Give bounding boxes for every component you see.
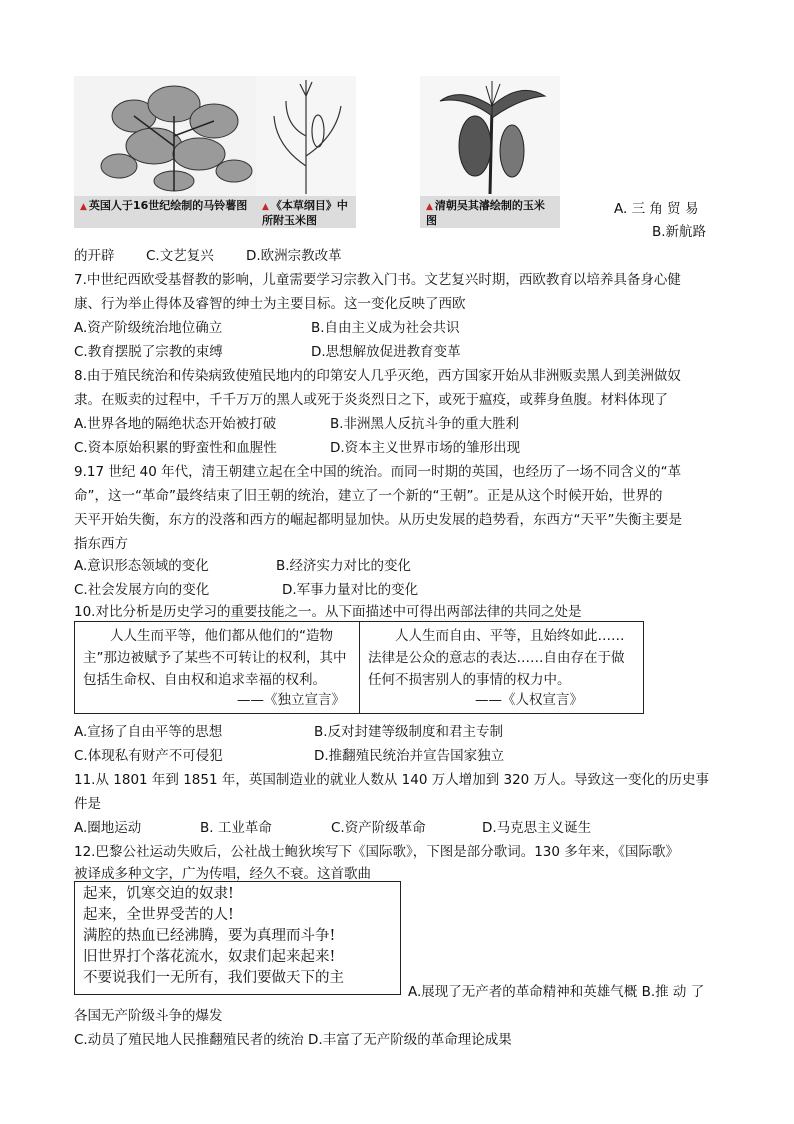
- lyric-line: 满腔的热血已经沸腾，要为真理而斗争!: [83, 928, 336, 944]
- q10-option-a: A.宣扬了自由平等的思想: [74, 724, 223, 740]
- q10-stem: 10.对比分析是历史学习的重要技能之一。从下面描述中可得出两部法律的共同之处是: [74, 604, 582, 620]
- q11-stem-line1: 11.从 1801 年到 1851 年，英国制造业的就业人数从 140 万人增加到 320 万人。导致这一变化的历史事: [74, 772, 710, 788]
- q12-stem-line1: 12.巴黎公社运动失败后，公社战士鲍狄埃写下《国际歌》，下图是部分歌词。130 多年来，《国际歌》: [74, 844, 680, 860]
- q9-option-b: B.经济实力对比的变化: [276, 558, 412, 574]
- figure-caption: ▲ 英国人于16世纪绘制的马铃薯图: [74, 196, 270, 228]
- lyric-line: 起来，全世界受苦的人!: [83, 907, 234, 923]
- q9-option-d: D.军事力量对比的变化: [282, 582, 419, 598]
- potato-illustration: [74, 76, 270, 228]
- lyric-line: 旧世界打个落花流水，奴隶们起来起来!: [83, 949, 336, 965]
- q6-option-b: B.新航路: [652, 224, 707, 240]
- q9-stem-line1: 9.17 世纪 40 年代，清王朝建立起在全中国的统治。而同一时期的英国，也经历了一场不同含义的“革: [74, 464, 682, 480]
- rights-of-man-text: 人人生而自由、平等，且始终如此……法律是公众的意志的表达……自由存在于做任何不损害别人的事情的权力中。: [368, 628, 625, 688]
- q9-stem-line4: 指东西方: [74, 536, 128, 552]
- q7-option-d: D.思想解放促进教育变革: [311, 344, 461, 360]
- q12-stem-line2: 被译成多种文字，广为传唱，经久不衰。这首歌曲: [74, 866, 371, 882]
- potato-plant-drawing: [74, 76, 270, 196]
- q6-option-c: C.文艺复兴: [146, 248, 214, 264]
- lyric-line: 起来，饥寒交迫的奴隶!: [83, 886, 234, 902]
- q12-option-a-b: A.展现了无产者的革命精神和英雄气概 B.推 动 了: [408, 984, 705, 1000]
- q8-option-b: B.非洲黑人反抗斗争的重大胜利: [330, 416, 520, 432]
- q6-option-a: A. 三 角 贸 易: [614, 201, 699, 217]
- q11-stem-line2: 件是: [74, 796, 101, 812]
- q8-option-d: D.资本主义世界市场的雏形出现: [330, 440, 521, 456]
- figure-caption: ▲ 清朝吴其濬绘制的玉米图: [420, 196, 560, 228]
- corn-plant-drawing: [420, 76, 560, 196]
- q11-option-a: A.圈地运动: [74, 820, 142, 836]
- q8-stem-line1: 8.由于殖民统治和传染病致使殖民地内的印第安人几乎灭绝，西方国家开始从非洲贩卖黑人到美洲做奴: [74, 368, 681, 384]
- corn-illustration-qing: [420, 76, 560, 228]
- q6-option-d: D.欧洲宗教改革: [246, 248, 342, 264]
- q12-option-c-d: C.动员了殖民地人民推翻殖民者的统治 D.丰富了无产阶级的革命理论成果: [74, 1032, 512, 1048]
- q6-option-b-continued: 的开辟: [74, 248, 115, 264]
- q9-option-a: A.意识形态领域的变化: [74, 558, 209, 574]
- q11-option-b: B. 工业革命: [200, 820, 272, 836]
- q7-stem-line2: 康、行为举止得体及睿智的绅士为主要目标。这一变化反映了西欧: [74, 296, 466, 312]
- corn-illustration-bencao: [256, 76, 356, 228]
- q12-option-b-continued: 各国无产阶级斗争的爆发: [74, 1008, 223, 1024]
- lyric-line: 不要说我们一无所有，我们要做天下的主: [83, 970, 344, 986]
- declaration-independence-text: 人人生而平等，他们都从他们的“造物主”那边被赋予了某些不可转让的权利，其中包括生命权、自由权和追求幸福的权利。: [83, 628, 347, 688]
- internationale-lyrics-box: [74, 881, 401, 995]
- law-comparison-table: [74, 621, 644, 714]
- declaration-independence-source: ——《独立宣言》: [237, 692, 345, 708]
- figure-caption: ▲ 《本草纲目》中所附玉米图: [256, 196, 356, 228]
- q11-option-d: D.马克思主义诞生: [482, 820, 592, 836]
- corn-plant-drawing: [256, 76, 356, 196]
- q9-option-c: C.社会发展方向的变化: [74, 582, 210, 598]
- q8-option-c: C.资本原始积累的野蛮性和血腥性: [74, 440, 277, 456]
- q11-option-c: C.资产阶级革命: [331, 820, 426, 836]
- q10-option-c: C.体现私有财产不可侵犯: [74, 748, 223, 764]
- q10-option-b: B.反对封建等级制度和君主专制: [314, 724, 504, 740]
- rights-of-man-source: ——《人权宣言》: [475, 692, 583, 708]
- rights-of-man-cell: [360, 622, 643, 713]
- q7-option-a: A.资产阶级统治地位确立: [74, 320, 223, 336]
- declaration-independence-cell: [75, 622, 360, 713]
- q9-stem-line2: 命”，这一“革命”最终结束了旧王朝的统治，建立了一个新的“王朝”。正是从这个时候开始，世界的: [74, 488, 663, 504]
- q8-option-a: A.世界各地的隔绝状态开始被打破: [74, 416, 277, 432]
- q9-stem-line3: 天平开始失衡，东方的没落和西方的崛起都明显加快。从历史发展的趋势看，东西方“天平”失衡主要是: [74, 512, 682, 528]
- q8-stem-line2: 隶。在贩卖的过程中，千千万万的黑人或死于炎炎烈日之下，或死于瘟疫，或葬身鱼腹。材料体现了: [74, 392, 668, 408]
- q7-option-b: B.自由主义成为社会共识: [311, 320, 460, 336]
- q7-option-c: C.教育摆脱了宗教的束缚: [74, 344, 223, 360]
- q7-stem-line1: 7.中世纪西欧受基督教的影响，儿童需要学习宗教入门书。文艺复兴时期，西欧教育以培养具备身心健: [74, 272, 681, 288]
- q10-option-d: D.推翻殖民统治并宣告国家独立: [314, 748, 505, 764]
